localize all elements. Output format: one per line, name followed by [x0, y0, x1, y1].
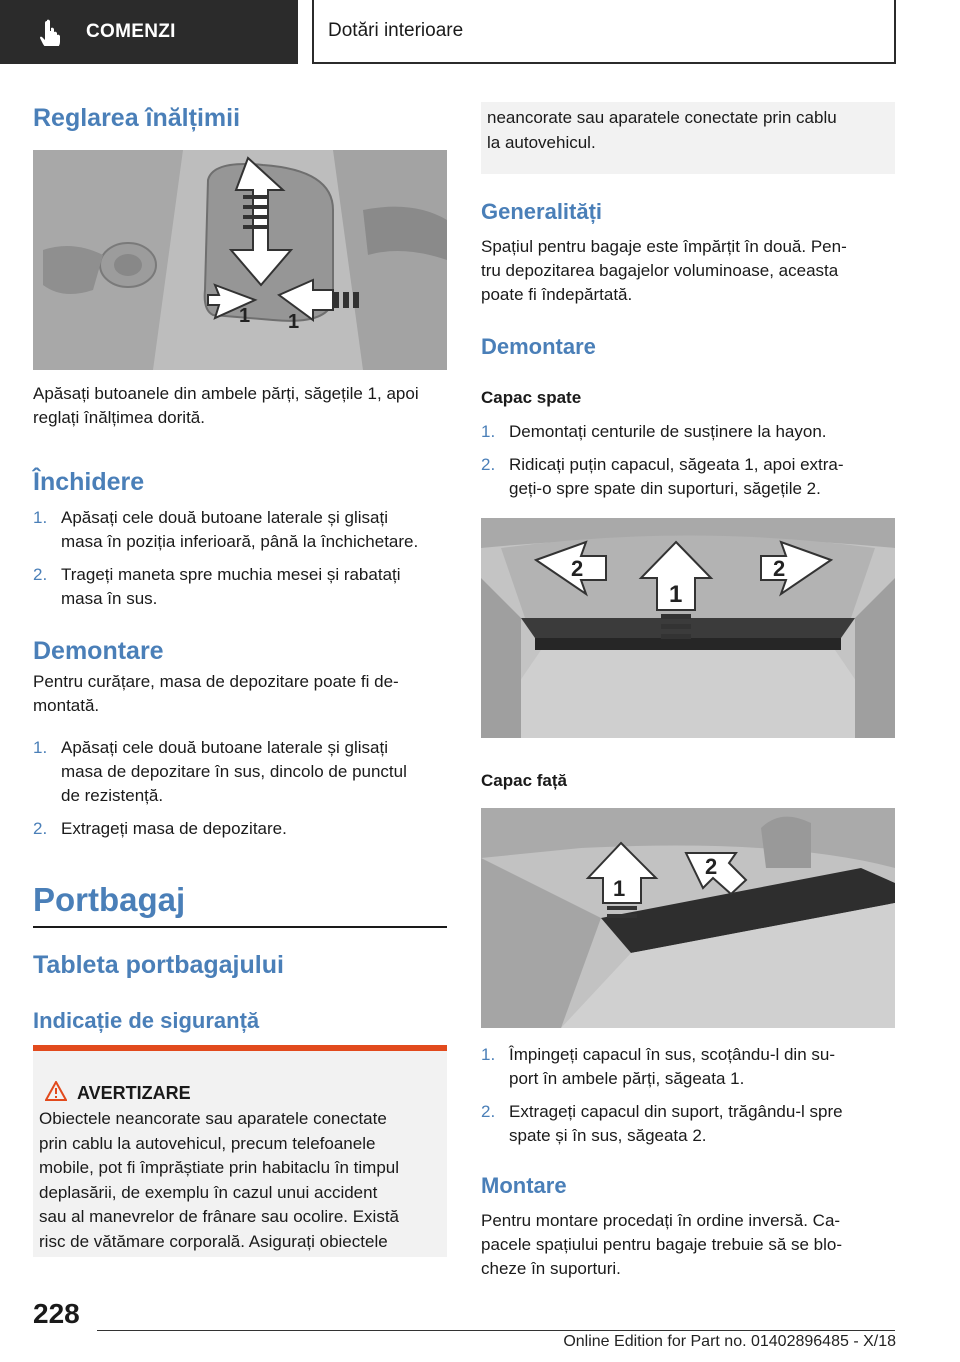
chapter-label: Dotări interioare [328, 20, 464, 41]
hand-pointer-icon [38, 17, 64, 47]
list-item: 1. Apăsați cele două butoane laterale și glisați masa de depozitare în sus, dincolo de punctul de rezistență. [33, 738, 407, 805]
closing-steps [33, 506, 447, 620]
shelf-heading: Tableta portbagajului [33, 951, 284, 979]
general-text: Spațiul pentru bagaje este împărțit în două. Pen- tru depozitarea bagajelor voluminoase, aceasta poate fi îndepărtată. [481, 237, 847, 304]
heading-divider [33, 926, 447, 928]
mount-text: Pentru montare procedați în ordine inversă. Ca- pacele spațiului pentru bagaje trebuie să se blo- cheze în suporturi. [481, 1211, 843, 1278]
list-item: 2. Extrageți masa de depozitare. [33, 819, 287, 838]
removal-steps [33, 736, 447, 850]
figure-label-1d: 1 [613, 876, 626, 901]
list-item: 2. Trageți maneta spre muchia mesei și rabatați masa în sus. [33, 565, 401, 608]
warning-triangle-icon [45, 1081, 67, 1106]
general-heading: Generalități [481, 199, 603, 224]
front-cover-figure [481, 808, 895, 1028]
headrest-height-figure [33, 150, 447, 370]
figure-label-2c: 2 [705, 854, 718, 879]
rear-cover-label: Capac spate [481, 388, 582, 407]
figure-label-2: 2 [571, 556, 584, 581]
figure-label-1b: 1 [288, 311, 300, 333]
height-instructions: Apăsați butoanele din ambele părți, săgețile 1, apoi reglați înălțimea dorită. [33, 384, 419, 427]
rear-cover-steps [481, 420, 895, 510]
warning-box [33, 1045, 447, 1257]
list-item: 2. Ridicați puțin capacul, săgeata 1, apoi extra- geți-o spre spate din suporturi, săgețile 2. [481, 455, 844, 498]
removal-heading: Demontare [33, 637, 164, 665]
figure-label-1: 1 [239, 305, 251, 327]
header-chapter-tab[interactable] [312, 0, 896, 64]
list-item: 1. Demontați centurile de susținere la hayon. [481, 422, 827, 441]
height-heading: Reglarea înălțimii [33, 104, 241, 132]
edition-text: Online Edition for Part no. 01402896485 - X/18 [563, 1333, 896, 1350]
footer-divider [97, 1330, 895, 1331]
removal-intro: Pentru curățare, masa de depozitare poate fi de- montată. [33, 672, 399, 715]
header-section-tab[interactable] [0, 0, 298, 64]
trunk-heading: Portbagaj [33, 881, 186, 918]
right-removal-heading: Demontare [481, 334, 596, 359]
rear-cover-figure [481, 518, 895, 738]
figure-label-1c: 1 [669, 581, 683, 608]
list-item: 1. Împingeți capacul în sus, scoțându-l din su- port în ambele părți, săgeata 1. [481, 1045, 836, 1088]
front-cover-steps [481, 1043, 895, 1157]
warning-title: AVERTIZARE [45, 1081, 191, 1106]
safety-heading: Indicație de siguranță [33, 1008, 260, 1033]
list-item: 1. Apăsați cele două butoane laterale și glisați masa în poziția inferioară, până la închichetare. [33, 508, 419, 551]
front-cover-label: Capac față [481, 771, 567, 790]
warning-continuation: neancorate sau aparatele conectate prin cablu la autovehicul. [481, 102, 895, 174]
warning-text: Obiectele neancorate sau aparatele conectate prin cablu la autovehicul, precum telefoanele mobile, pot fi împrăștiate prin habitaclu în timpul deplasării, de exemplu în cazul unui accident sau al manevrelor de frânare sau ocolire. Există risc de vătămare corporală. Asigurați obiectele [39, 1109, 400, 1251]
closing-heading: Închidere [33, 468, 145, 496]
figure-label-2b: 2 [773, 556, 786, 581]
page-number: 228 [33, 1298, 80, 1329]
list-item: 2. Extrageți capacul din suport, trăgându-l spre spate și în sus, săgeata 2. [481, 1102, 843, 1145]
section-label: COMENZI [86, 21, 176, 42]
mount-heading: Montare [481, 1173, 567, 1198]
